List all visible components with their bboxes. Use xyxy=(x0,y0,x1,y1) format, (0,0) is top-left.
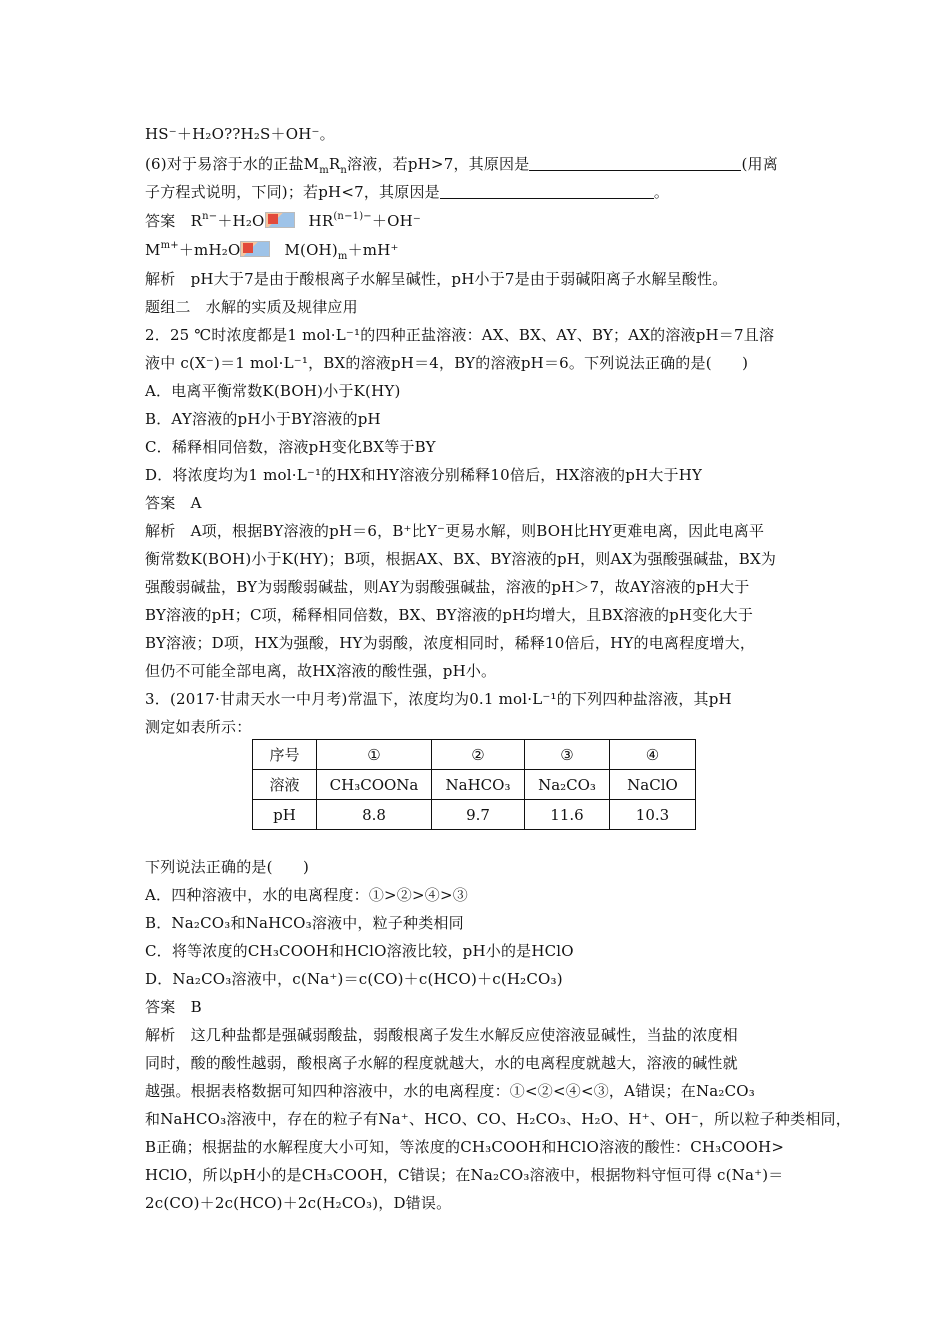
table-cell: Na₂CO₃ xyxy=(525,770,610,800)
question-3-stem: 测定如表所示： xyxy=(145,718,252,736)
answer-blank xyxy=(440,184,654,199)
question-3-stem: 3．(2017·甘肃天水一中月考)常温下，浓度均为0.1 mol·L⁻¹的下列四种盐溶液，其pH xyxy=(145,690,732,708)
text-segment: ＋H₂O xyxy=(217,212,265,230)
table-cell: 11.6 xyxy=(525,800,610,830)
explanation-3: 解析 这几种盐都是强碱弱酸盐，弱酸根离子发生水解反应使溶液显碱性，当盐的浓度相 xyxy=(145,1026,738,1044)
explanation-3: 和NaHCO₃溶液中，存在的粒子有Na⁺、HCO、CO、H₂CO₃、H₂O、H⁺、OH⁻，所以粒子种类相同， xyxy=(145,1110,851,1128)
explanation-3: B正确；根据盐的水解程度大小可知，等浓度的CH₃COOH和HClO溶液的酸性：CH₃COOH> xyxy=(145,1138,785,1156)
answer-blank xyxy=(529,156,741,171)
table-cell: 8.8 xyxy=(317,800,432,830)
explanation-2: 强酸弱碱盐，BY为弱酸弱碱盐，则AY为弱酸强碱盐，溶液的pH＞7，故AY溶液的pH大于 xyxy=(145,578,750,596)
table-cell: ③ xyxy=(525,740,610,770)
explanation-2: 衡常数K(BOH)小于K(HY)；B项，根据AX、BX、BY溶液的pH，则AX为强酸强碱盐，BX为 xyxy=(145,550,777,568)
table-cell: NaHCO₃ xyxy=(432,770,525,800)
option-d: D．Na₂CO₃溶液中，c(Na⁺)＝c(CO)＋c(HCO)＋c(H₂CO₃) xyxy=(145,970,563,988)
group-heading: 题组二 水解的实质及规律应用 xyxy=(145,298,358,316)
superscript: (n−1)− xyxy=(333,211,372,222)
table-cell: ② xyxy=(432,740,525,770)
text-line: HS⁻＋H₂O??H₂S＋OH⁻。 xyxy=(145,125,335,143)
question-2-stem: 2．25 ℃时浓度都是1 mol·L⁻¹的四种正盐溶液：AX、BX、AY、BY；AX的溶液pH＝7且溶 xyxy=(145,326,775,344)
text-segment: M(OH) xyxy=(284,241,338,259)
text-segment: HR xyxy=(308,212,334,230)
answer-label: 答案 xyxy=(145,212,176,230)
text-segment: R xyxy=(190,212,203,230)
answer-line-2 xyxy=(145,240,399,260)
text-segment: ＋OH⁻ xyxy=(371,212,422,230)
text-segment: R xyxy=(328,155,341,173)
table-cell: 10.3 xyxy=(610,800,696,830)
question-3-prompt: 下列说法正确的是( ) xyxy=(145,858,310,876)
explanation-3: 同时，酸的酸性越弱，酸根离子水解的程度就越大，水的电离程度就越大，溶液的碱性就 xyxy=(145,1054,738,1072)
table-cell: ④ xyxy=(610,740,696,770)
subscript: n xyxy=(340,165,348,176)
question-6-line-1 xyxy=(145,154,778,174)
explanation-1: 解析 pH大于7是由于酸根离子水解呈碱性，pH小于7是由于弱碱阳离子水解呈酸性。 xyxy=(145,270,728,288)
explanation-3: 2c(CO)＋2c(HCO)＋2c(H₂CO₃)，D错误。 xyxy=(145,1194,452,1212)
table-row xyxy=(253,740,696,770)
reversible-arrow-image xyxy=(265,212,295,228)
question-2-stem: 液中 c(X⁻)＝1 mol·L⁻¹，BX的溶液pH＝4，BY的溶液pH＝6。下列说法正确的是( ) xyxy=(145,354,749,372)
option-a: A．四种溶液中，水的电离程度：①>②>④>③ xyxy=(145,886,468,904)
option-a: A．电离平衡常数K(BOH)小于K(HY) xyxy=(145,382,401,400)
option-d: D．将浓度均为1 mol·L⁻¹的HX和HY溶液分别稀释10倍后，HX溶液的pH大于HY xyxy=(145,466,703,484)
text-segment: 。 xyxy=(653,183,670,201)
table-cell: CH₃COONa xyxy=(317,770,432,800)
superscript: m+ xyxy=(160,240,179,251)
explanation-2: BY溶液；D项，HX为强酸，HY为弱酸，浓度相同时，稀释10倍后，HY的电离程度增大， xyxy=(145,634,756,652)
table-cell: 序号 xyxy=(253,740,317,770)
option-b: B．AY溶液的pH小于BY溶液的pH xyxy=(145,410,381,428)
text-segment: (6)对于易溶于水的正盐M xyxy=(145,155,320,173)
answer-2: 答案 A xyxy=(145,494,202,512)
option-c: C．将等浓度的CH₃COOH和HClO溶液比较，pH小的是HClO xyxy=(145,942,574,960)
option-c: C．稀释相同倍数，溶液pH变化BX等于BY xyxy=(145,438,436,456)
ph-table xyxy=(252,739,696,830)
subscript: m xyxy=(319,165,329,176)
text-segment: 溶液，若pH>7，其原因是 xyxy=(347,155,530,173)
text-segment: (用离 xyxy=(741,155,778,173)
answer-3: 答案 B xyxy=(145,998,202,1016)
reversible-arrow-image xyxy=(240,241,270,257)
text-segment: 子方程式说明，下同)；若pH<7，其原因是 xyxy=(145,183,440,201)
table-cell: 溶液 xyxy=(253,770,317,800)
table-row xyxy=(253,800,696,830)
explanation-2: BY溶液的pH；C项，稀释相同倍数，BX、BY溶液的pH均增大，且BX溶液的pH变化大于 xyxy=(145,606,754,624)
answer-line-1 xyxy=(145,211,421,231)
subscript: m xyxy=(337,251,348,262)
explanation-3: HClO，所以pH小的是CH₃COOH，C错误；在Na₂CO₃溶液中，根据物料守恒可得 c(Na⁺)＝ xyxy=(145,1166,784,1184)
table-cell: pH xyxy=(253,800,317,830)
explanation-2: 但仍不可能全部电离，故HX溶液的酸性强，pH小。 xyxy=(145,662,497,680)
table-cell: 9.7 xyxy=(432,800,525,830)
explanation-3: 越强。根据表格数据可知四种溶液中，水的电离程度：①<②<④<③，A错误；在Na₂CO₃ xyxy=(145,1082,756,1100)
table-cell: ① xyxy=(317,740,432,770)
option-b: B．Na₂CO₃和NaHCO₃溶液中，粒子种类相同 xyxy=(145,914,464,932)
text-segment: ＋mH₂O xyxy=(178,241,241,259)
table-row xyxy=(253,770,696,800)
question-6-line-2 xyxy=(145,182,669,202)
text-segment: ＋mH⁺ xyxy=(347,241,399,259)
superscript: n− xyxy=(202,211,218,222)
explanation-2: 解析 A项，根据BY溶液的pH＝6，B⁺比Y⁻更易水解，则BOH比HY更难电离，因此电离平 xyxy=(145,522,765,540)
table-cell: NaClO xyxy=(610,770,696,800)
text-segment: M xyxy=(145,241,161,259)
